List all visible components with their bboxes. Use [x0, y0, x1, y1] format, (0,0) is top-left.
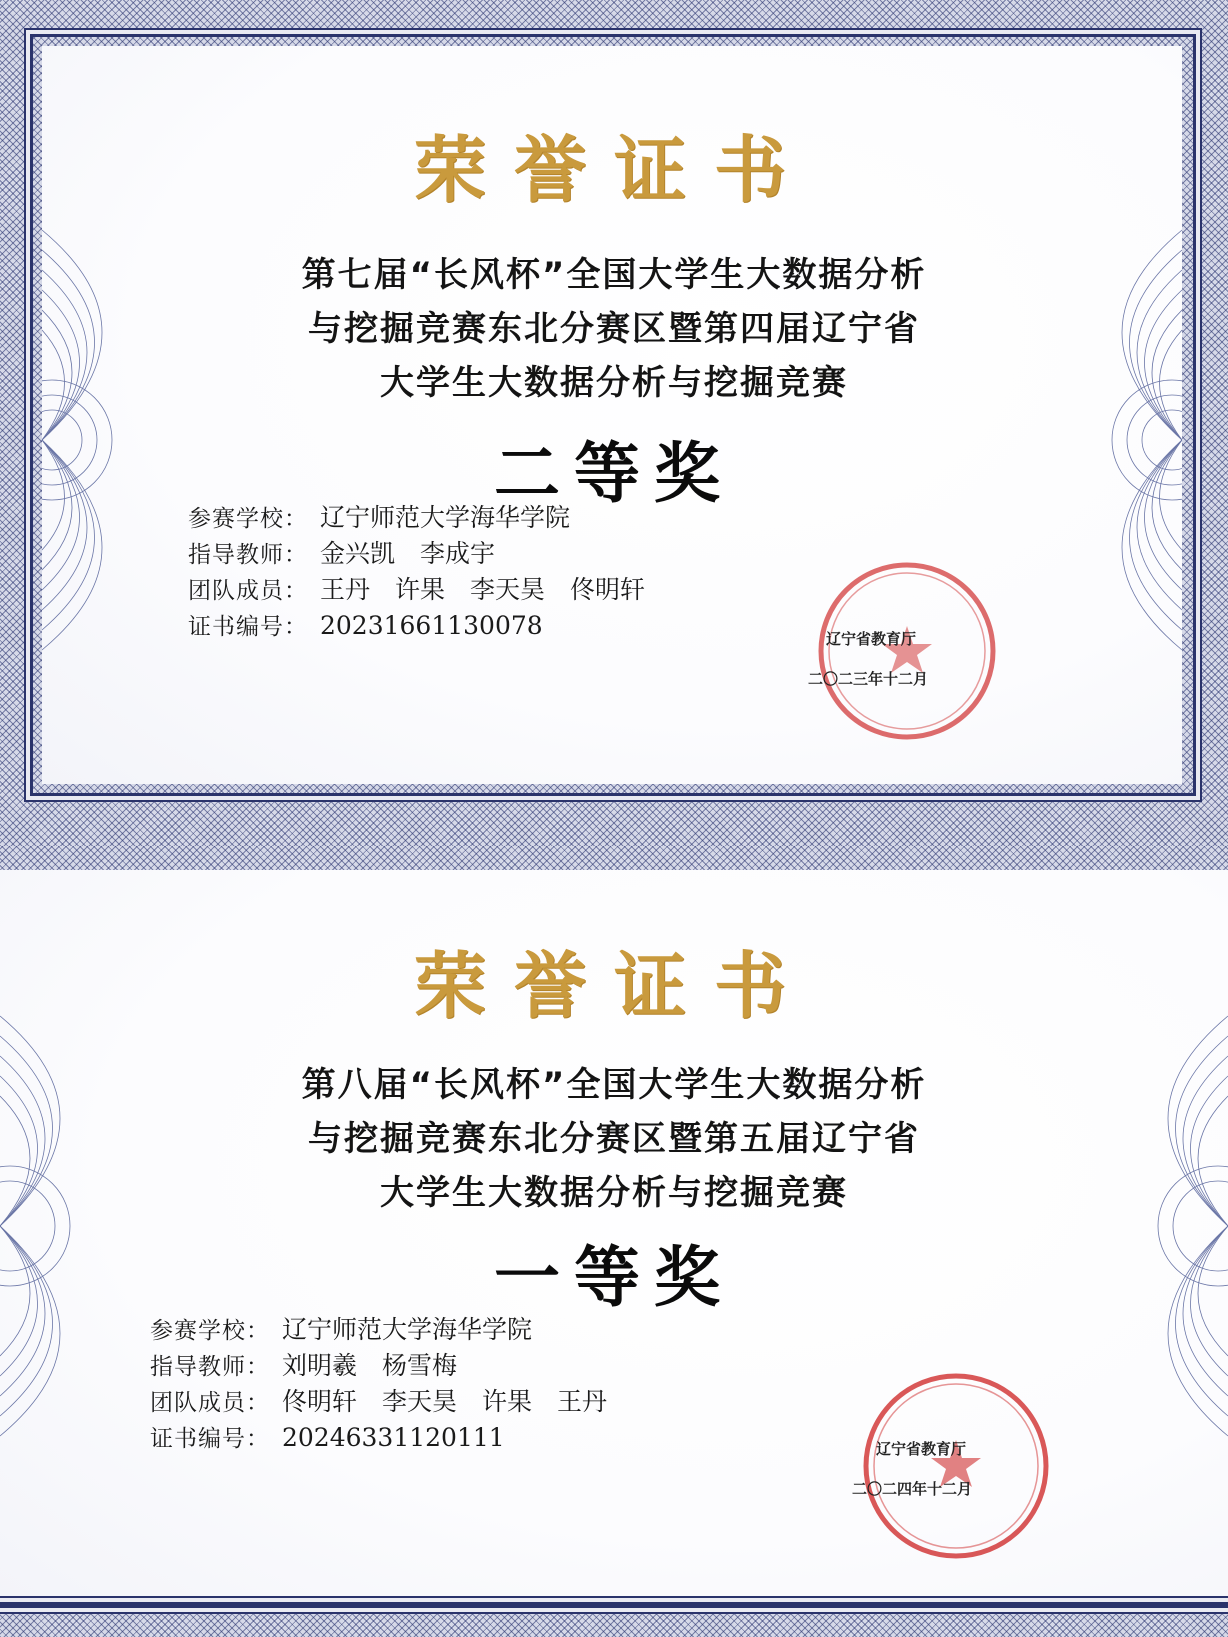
certificate-number-value: 20231661130078 — [320, 611, 543, 640]
advisor-label: 指导教师： — [188, 542, 308, 568]
issue-date: 二〇二四年十二月 — [852, 1480, 973, 1498]
school-label: 参赛学校： — [188, 506, 308, 532]
school-value: 辽宁师范大学海华学院 — [320, 503, 571, 532]
official-red-seal — [812, 556, 1002, 746]
school-value: 辽宁师范大学海华学院 — [282, 1315, 533, 1344]
team-label: 团队成员： — [188, 578, 308, 604]
certificate-number-label: 证书编号： — [150, 1426, 270, 1452]
certificate-number-value: 20246331120111 — [282, 1423, 505, 1452]
heading-line: 与挖掘竞赛东北分赛区暨第四届辽宁省 — [308, 309, 920, 349]
competition-heading — [0, 248, 1228, 410]
award-level: 一等奖 — [494, 1238, 734, 1316]
team-row — [150, 1384, 607, 1420]
school-row — [150, 1312, 607, 1348]
team-value: 王丹 许果 李天昊 佟明轩 — [320, 575, 646, 604]
official-red-seal — [856, 1366, 1056, 1566]
heading-line: 与挖掘竞赛东北分赛区暨第五届辽宁省 — [308, 1119, 920, 1159]
advisor-row — [150, 1348, 607, 1384]
heading-line: 第七届“长风杯”全国大学生大数据分析 — [301, 255, 927, 295]
certificate-details — [150, 1312, 607, 1456]
advisor-row — [188, 536, 645, 572]
issue-date: 二〇二三年十二月 — [808, 670, 929, 688]
frame-bottom-edge — [0, 1602, 1228, 1608]
heading-line: 大学生大数据分析与挖掘竞赛 — [380, 363, 848, 403]
certificate-number-label: 证书编号： — [188, 614, 308, 640]
certificate-title: 荣誉证书 — [413, 128, 814, 212]
school-row — [188, 500, 645, 536]
heading-line: 第八届“长风杯”全国大学生大数据分析 — [301, 1065, 927, 1105]
team-row — [188, 572, 645, 608]
school-label: 参赛学校： — [150, 1318, 270, 1344]
certificate-number-row — [188, 608, 645, 644]
team-value: 佟明轩 李天昊 许果 王丹 — [282, 1387, 608, 1416]
award-level: 二等奖 — [494, 434, 734, 512]
certificate-title: 荣誉证书 — [413, 944, 814, 1028]
issuer-name: 辽宁省教育厅 — [826, 630, 917, 648]
certificate-2024 — [0, 846, 1228, 1637]
competition-heading — [0, 1058, 1228, 1220]
heading-line: 大学生大数据分析与挖掘竞赛 — [380, 1173, 848, 1213]
advisor-label: 指导教师： — [150, 1354, 270, 1380]
advisor-value: 金兴凯 李成宇 — [320, 539, 496, 568]
certificate-details — [188, 500, 645, 644]
certificate-number-row — [150, 1420, 607, 1456]
team-label: 团队成员： — [150, 1390, 270, 1416]
advisor-value: 刘明羲 杨雪梅 — [282, 1351, 458, 1380]
issuer-name: 辽宁省教育厅 — [876, 1440, 967, 1458]
